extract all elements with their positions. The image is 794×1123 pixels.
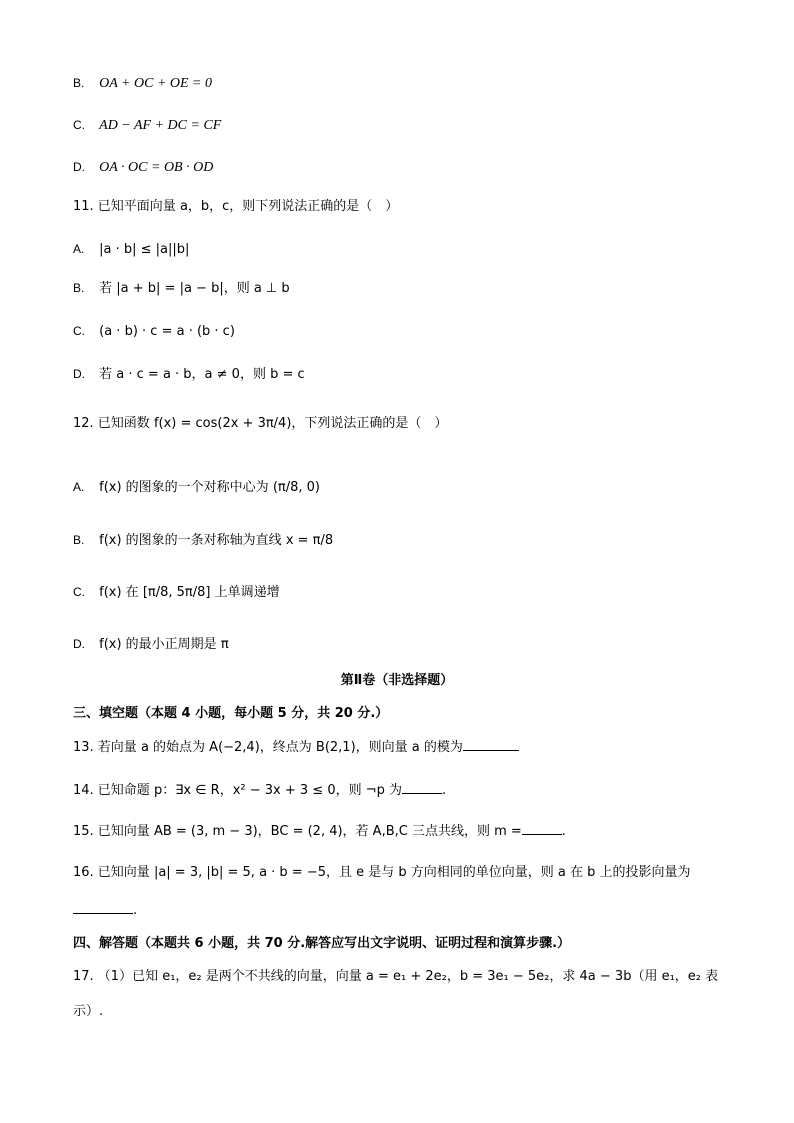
answer-blank[interactable]: [463, 737, 519, 751]
section4-heading: 四、解答题（本题共 6 小题，共 70 分.解答应写出文字说明、证明过程和演算步骤.）: [73, 936, 571, 951]
q15: 15. 已知向量 AB = (3, m − 3)，BC = (2, 4)，若 A,B,C 三点共线，则 m = .: [73, 821, 566, 841]
answer-blank[interactable]: [402, 780, 442, 794]
q12-option-c: [73, 583, 280, 602]
option-text: |a · b| ≤ |a||b|: [99, 242, 190, 257]
q12-option-d: [73, 635, 229, 654]
option-label: B.: [73, 281, 85, 295]
option-expression: AD − AF + DC = CF: [99, 118, 222, 133]
q11-option-b: [73, 279, 290, 298]
option-text: f(x) 的图象的一条对称轴为直线 x = π/8: [99, 533, 334, 548]
option-label: A.: [73, 480, 85, 494]
q15-text: 15. 已知向量 AB = (3, m − 3)，BC = (2, 4)，若 A,B,C 三点共线，则 m =: [73, 824, 522, 839]
option-label: D.: [73, 637, 85, 651]
q16: [73, 864, 691, 882]
q12-option-a: [73, 478, 320, 497]
option-text: f(x) 的最小正周期是 π: [99, 637, 229, 652]
q10-option-d: [73, 158, 213, 177]
option-expression: OA + OC + OE = 0: [99, 76, 213, 91]
option-label: B.: [73, 533, 85, 547]
q11-option-c: [73, 322, 235, 341]
option-expression: OA · OC = OB · OD: [99, 160, 214, 175]
q16-blank-line: .: [73, 900, 137, 920]
answer-blank[interactable]: [73, 900, 133, 914]
q12-stem: 12. 已知函数 f(x) = cos(2x + 3π/4)，下列说法正确的是（ ）: [73, 416, 448, 431]
option-label: D.: [73, 367, 85, 381]
option-text: 若 |a + b| = |a − b|，则 a ⊥ b: [99, 281, 290, 296]
q17-line1: 17. （1）已知 e₁，e₂ 是两个不共线的向量，向量 a = e₁ + 2e₂，b = 3e₁ − 5e₂，求 4a − 3b（用 e₁，e₂ 表: [73, 969, 719, 984]
q11-option-a: [73, 240, 189, 259]
q16-text: 16. 已知向量 |a| = 3, |b| = 5, a · b = −5，且 e 是与 b 方向相同的单位向量，则 a 在 b 上的投影向量为: [73, 865, 691, 880]
option-label: B.: [73, 76, 85, 90]
answer-blank[interactable]: [522, 821, 562, 835]
section3-heading: 三、填空题（本题 4 小题，每小题 5 分，共 20 分.）: [73, 706, 389, 721]
q12-option-b: [73, 531, 333, 550]
option-label: D.: [73, 160, 85, 174]
q13-text: 13. 若向量 a 的始点为 A(−2,4)，终点为 B(2,1)，则向量 a 的模为: [73, 740, 463, 755]
q11-option-d: [73, 365, 305, 384]
q11-stem: 11. 已知平面向量 a，b，c，则下列说法正确的是（ ）: [73, 199, 399, 214]
q14-text: 14. 已知命题 p：∃x ∈ R，x² − 3x + 3 ≤ 0，则 ¬p 为: [73, 783, 403, 798]
option-label: C.: [73, 324, 85, 338]
q10-option-b: [73, 74, 212, 93]
q10-option-c: [73, 116, 221, 135]
option-text: f(x) 在 [π/8, 5π/8] 上单调递增: [99, 585, 280, 600]
option-label: A.: [73, 242, 85, 256]
option-label: C.: [73, 585, 85, 599]
option-text: 若 a · c = a · b，a ≠ 0，则 b = c: [99, 367, 305, 382]
option-text: f(x) 的图象的一个对称中心为 (π/8, 0): [99, 480, 320, 495]
q17-line2: 示）.: [73, 1004, 104, 1019]
q13: [73, 737, 519, 757]
option-text: (a · b) · c = a · (b · c): [99, 324, 235, 339]
part2-title: 第Ⅱ卷（非选择题）: [340, 673, 454, 688]
option-label: C.: [73, 118, 85, 132]
q14: 14. 已知命题 p：∃x ∈ R，x² − 3x + 3 ≤ 0，则 ¬p 为 .: [73, 780, 446, 800]
